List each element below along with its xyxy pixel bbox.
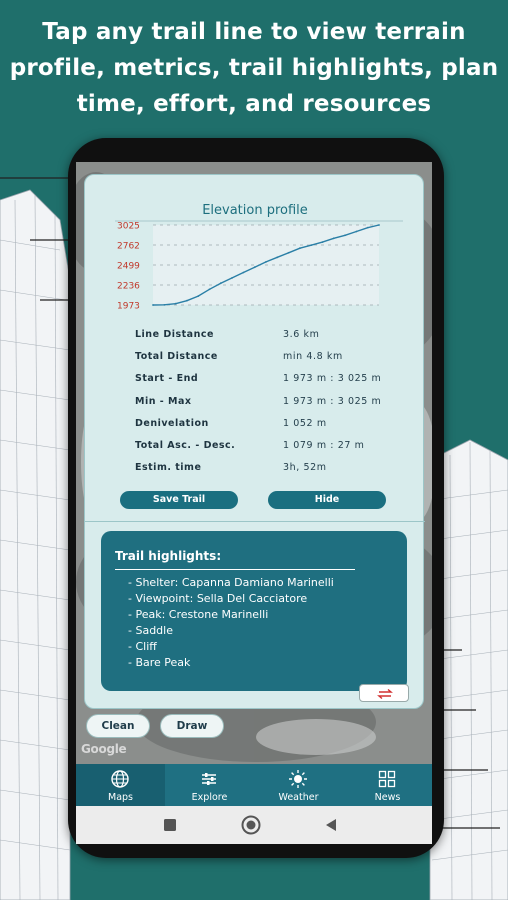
globe-icon (110, 769, 130, 789)
highlights-title: Trail highlights: (115, 549, 222, 563)
chart-y-tick-label: 2236 (117, 281, 140, 292)
chart-point (254, 266, 256, 268)
nav-item-explore[interactable] (165, 764, 254, 806)
chart-y-tick-label: 2762 (117, 241, 140, 252)
recents-icon[interactable] (163, 818, 177, 832)
metric-value: 3h, 52m (283, 462, 327, 474)
chart-point (276, 256, 278, 258)
card-divider (85, 521, 425, 522)
save-trail-button[interactable]: Save Trail (120, 491, 238, 509)
list-item: - Viewpoint: Sella Del Cacciatore (128, 592, 308, 605)
metric-row (135, 392, 415, 414)
highlights-list (128, 575, 334, 671)
nav-label-news: News (374, 792, 401, 803)
metric-value: 1 079 m : 27 m (283, 439, 365, 451)
metric-value: 1 973 m : 3 025 m (283, 373, 382, 385)
headline-line-2: profile, metrics, trail highlights, plan (9, 55, 499, 81)
nav-label-maps: Maps (108, 792, 133, 803)
home-icon[interactable] (241, 815, 261, 835)
headline-line-1: Tap any trail line to view terrain (42, 19, 466, 45)
list-item: - Bare Peak (128, 656, 191, 669)
bottom-navigation (76, 764, 432, 806)
clean-button[interactable]: Clean (86, 714, 150, 738)
trail-highlights-panel[interactable] (101, 531, 407, 691)
draw-button[interactable]: Draw (160, 714, 224, 738)
chart-point (367, 227, 369, 229)
back-icon[interactable] (324, 818, 338, 832)
metric-label: Estim. time (135, 462, 202, 474)
hide-button[interactable]: Hide (268, 491, 386, 509)
promo-headline (0, 14, 508, 122)
chart-point (175, 303, 177, 305)
chart-point (220, 282, 222, 284)
chart-point (243, 272, 245, 274)
chart-point (152, 304, 154, 306)
metric-value: 3.6 km (283, 329, 320, 340)
chart-point (163, 304, 165, 306)
sun-icon (288, 769, 308, 789)
sliders-icon (199, 769, 219, 789)
chart-point (197, 295, 199, 297)
chart-y-tick-label: 3025 (117, 221, 140, 232)
metric-label: Min - Max (135, 395, 192, 407)
elevation-profile-title: Elevation profile (202, 203, 308, 218)
chart-point (209, 288, 211, 290)
grid-icon (377, 769, 397, 789)
system-navigation-bar (76, 806, 432, 844)
chart-point (356, 231, 358, 233)
metric-row (135, 369, 415, 391)
chart-point (333, 237, 335, 239)
metrics-table (135, 325, 415, 480)
metric-row (135, 458, 415, 480)
metric-label: Start - End (135, 373, 199, 385)
metric-row (135, 347, 415, 369)
swap-button[interactable] (359, 684, 409, 702)
chart-point (265, 261, 267, 263)
list-item: - Shelter: Capanna Damiano Marinelli (128, 576, 334, 589)
metric-label: Total Asc. - Desc. (135, 439, 236, 451)
metric-row (135, 325, 415, 347)
list-item: - Saddle (128, 624, 173, 637)
nav-item-news[interactable] (343, 764, 432, 806)
metric-label: Line Distance (135, 329, 214, 340)
google-attribution: Google (81, 742, 127, 756)
chart-point (299, 247, 301, 249)
chart-point (322, 241, 324, 243)
chart-point (344, 234, 346, 236)
chart-y-tick-label: 2499 (117, 261, 140, 272)
chart-point (231, 277, 233, 279)
chart-point (378, 224, 380, 226)
metric-value: min 4.8 km (283, 351, 343, 363)
app-screen (76, 162, 432, 844)
chart-point (310, 244, 312, 246)
nav-label-weather: Weather (278, 792, 319, 803)
headline-line-3: time, effort, and resources (76, 91, 432, 117)
highlights-rule (115, 569, 355, 570)
chart-point (186, 300, 188, 302)
nav-label-explore: Explore (191, 792, 228, 803)
chart-point (288, 252, 290, 254)
nav-item-maps[interactable] (76, 764, 165, 806)
swap-icon (360, 685, 410, 703)
elevation-chart (85, 215, 425, 325)
metric-row (135, 414, 415, 436)
chart-y-tick-label: 1973 (117, 301, 140, 312)
nav-item-weather[interactable] (254, 764, 343, 806)
list-item: - Cliff (128, 640, 157, 653)
list-item: - Peak: Crestone Marinelli (128, 608, 269, 621)
elevation-card (84, 174, 424, 709)
metric-row (135, 436, 415, 458)
metric-value: 1 052 m (283, 417, 327, 429)
metric-value: 1 973 m : 3 025 m (283, 395, 382, 407)
metric-label: Denivelation (135, 417, 209, 429)
metric-label: Total Distance (135, 351, 218, 363)
